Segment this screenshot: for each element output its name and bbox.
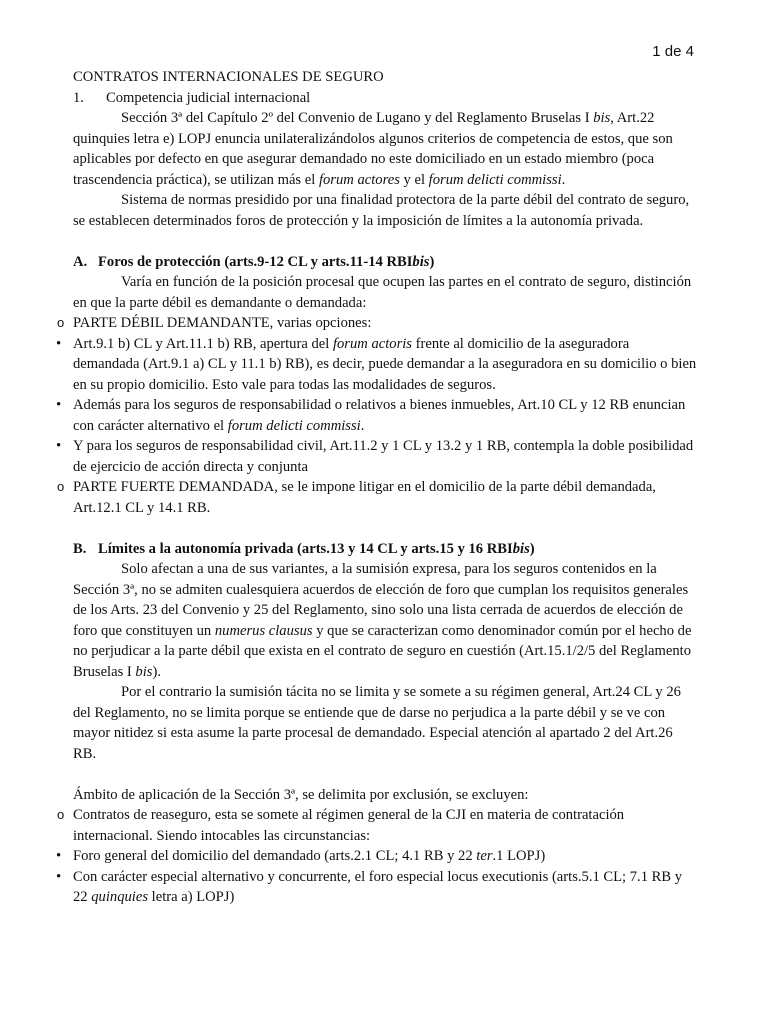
bullet-item: • Foro general del domicilio del demandado (arts.2.1 CL; 4.1 RB y 22 ter.1 LOPJ) <box>73 846 697 867</box>
section-1-number: 1. <box>73 89 84 106</box>
section-1-paragraph-2: Sistema de normas presidido por una finalidad protectora de la parte débil del contrato de seguro, se establecen determinados foros de protección y la imposición de límites a la autonomía privada. <box>73 192 690 229</box>
section-a-letter: A. <box>73 253 88 270</box>
ambito-bullets <box>73 846 697 908</box>
section-a-heading <box>73 252 697 273</box>
page-number: 1 de 4 <box>652 43 694 60</box>
bullet-item: • Además para los seguros de responsabilidad o relativos a bienes inmuebles, Art.10 CL y 12 RB enuncian con carácter alternativo el forum delicti commissi. <box>73 395 697 436</box>
section-b-title: Límites a la autonomía privada (arts.13 y 14 CL y arts.15 y 16 RBIbis) <box>98 540 535 557</box>
section-a-sublist-2 <box>73 477 697 518</box>
section-a-intro: Varía en función de la posición procesal que ocupen las partes en el contrato de seguro, distinción en que la parte débil es demandante o demandada: <box>73 274 692 311</box>
section-b-paragraph-2: Por el contrario la sumisión tácita no se limita y se somete a su régimen general, Art.24 CL y 26 del Reglamento, no se limita porque se entiende que de darse no perjudica a la parte débil y se ve con mayor nitidez si esta asume la parte procesal de demandado. Especial atención al apartado 2 del Art.26 RB. <box>73 684 681 762</box>
section-b-paragraph-1: Solo afectan a una de sus variantes, a la sumisión expresa, para los seguros contenidos en la Sección 3ª, no se admiten cualesquiera acuerdos de elección de foro que cumplan los requisitos generales de los Arts. 23 del Convenio y 25 del Reglamento, sino solo una lista cerrada de acuerdos de elección de foro que constituyen un numerus clausus y que se caracterizan como denominador común por el hecho de no perjudicar a la parte débil que exista en el contrato de seguro en cuestión (Art.15.1/2/5 del Reglamento Bruselas I bis). <box>73 561 692 680</box>
section-b-letter: B. <box>73 540 87 557</box>
ambito-sublist <box>73 805 697 908</box>
document-body <box>73 67 697 908</box>
section-1-title: Competencia judicial internacional <box>106 89 311 106</box>
document-title: CONTRATOS INTERNACIONALES DE SEGURO <box>73 69 384 85</box>
bullet-item: • Y para los seguros de responsabilidad civil, Art.11.2 y 1 CL y 13.2 y 1 RB, contempla la doble posibilidad de ejercicio de acción directa y conjunta <box>73 436 697 477</box>
section-a-sublist-1 <box>73 313 697 334</box>
section-a-bullets <box>73 334 697 478</box>
sub-item-parte-debil-demandante: o PARTE DÉBIL DEMANDANTE, varias opciones: <box>73 313 697 334</box>
section-b-heading <box>73 539 697 560</box>
sub-item-parte-fuerte-demandada: o PARTE FUERTE DEMANDADA, se le impone litigar en el domicilio de la parte débil demandada, Art.12.1 CL y 14.1 RB. <box>73 477 697 518</box>
section-a-title: Foros de protección (arts.9-12 CL y arts.11-14 RBIbis) <box>98 253 435 270</box>
section-1-heading <box>73 88 697 109</box>
bullet-item: • Art.9.1 b) CL y Art.11.1 b) RB, apertura del forum actoris frente al domicilio de la aseguradora demandada (Art.9.1 a) CL y 11.1 b) RB), es decir, puede demandar a la aseguradora en su domicilio o bien en su propio domicilio. Esto vale para todas las modalidades de seguros. <box>73 334 697 396</box>
ambito-intro: Ámbito de aplicación de la Sección 3ª, se delimita por exclusión, se excluyen: <box>73 786 529 803</box>
sub-item-contratos-reaseguro: o Contratos de reaseguro, esta se somete al régimen general de la CJI en materia de contratación internacional. Siendo intocables las circunstancias: • Foro general del domicilio del demandado (arts.2.1 CL; 4.1 RB y 22 ter.1 LOPJ) • Con carácter especial alternativo y concurrente, el foro especial locus executionis (arts.5.1 CL; 7.1 RB y 22 quinquies letra a) LOPJ) <box>73 805 697 908</box>
section-1-paragraph-1: Sección 3ª del Capítulo 2º del Convenio de Lugano y del Reglamento Bruselas I bis, Art.22 quinquies letra e) LOPJ enuncia unilateralizándolos algunos criterios de competencia de estos, que son aplicables por defecto en que asegurar demandado no este domiciliado en un estado miembro (poca trascendencia práctica), se utilizan más el forum actores y el forum delicti commissi. <box>73 110 673 188</box>
bullet-item: • Con carácter especial alternativo y concurrente, el foro especial locus executionis (arts.5.1 CL; 7.1 RB y 22 quinquies letra a) LOPJ) <box>73 867 697 908</box>
